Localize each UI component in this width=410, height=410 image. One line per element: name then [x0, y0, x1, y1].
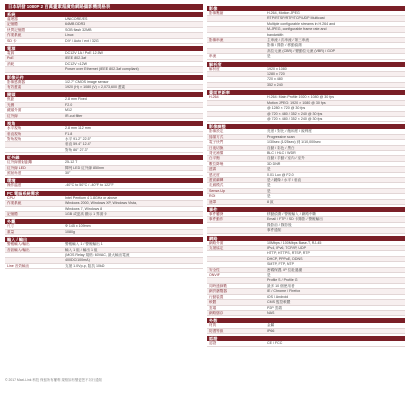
spec-value: 對角 86° 27.3°: [65, 147, 89, 152]
spec-key: [207, 101, 265, 105]
spec-value: 1280 x 720: [267, 72, 285, 77]
spec-value: 1080g: [65, 229, 75, 234]
spec-value: Profile S / Profile G: [267, 278, 298, 283]
spec-value: @ 1280 × 720 @ 30 fps: [267, 106, 306, 111]
spec-value: DIY / Auto / ext / 32G: [65, 38, 99, 43]
spec-row: [5, 171, 203, 176]
spec-key: [207, 251, 265, 255]
spec-value: 是: [267, 54, 271, 59]
spec-value: UNICORE/ES: [65, 17, 88, 21]
spec-key: 數位降噪: [209, 161, 224, 166]
spec-key: 網路儲存: [209, 310, 224, 315]
spec-value: (MOS Relay 規格: 60VAC, 最大輸出電流: [65, 253, 130, 257]
spec-value: 0.01 Lux @ F2.0: [267, 172, 294, 177]
spec-key: [5, 258, 63, 262]
spec-key: Sense-Up: [209, 188, 225, 193]
spec-key: 電源: [7, 51, 15, 56]
spec-value: Linux: [65, 33, 74, 38]
spec-key: 鏡頭介面: [7, 108, 22, 113]
spec-key: 作業系統: [7, 201, 22, 206]
spec-value: BLC / HLC / WDR: [267, 150, 296, 155]
spec-value: Power over Ethernet (IEEE 802.3af compliant): [65, 67, 139, 72]
spec-key: 有效畫素: [7, 85, 22, 90]
spec-value: F1.8: [65, 131, 73, 136]
section-header: 外觀: [5, 219, 203, 224]
spec-key: 同時連線數: [209, 283, 227, 288]
spec-value: 25-12 T: [65, 160, 78, 165]
section-header: 環境: [5, 178, 203, 183]
spec-key: 消耗: [7, 61, 15, 66]
spec-value: 是: [267, 167, 271, 172]
spec-key: 紅外線: [7, 113, 18, 118]
spec-key: 紅外線照射距離: [7, 160, 33, 165]
spec-value: 400DC/100mA): [65, 258, 90, 263]
spec-row: [207, 83, 405, 88]
spec-value: 1/30sec (1/25sec) 到 1/10,000sec: [267, 140, 321, 145]
spec-value: 1920 (H) × 1080 (V) = 2,073,600 畫素: [65, 85, 126, 90]
spec-key: [5, 67, 63, 71]
spec-key: 遮罩: [209, 199, 217, 204]
spec-key: 事件觸發: [209, 212, 224, 216]
spec-value: 垂直 59.4° 12.4°: [65, 142, 92, 147]
spec-key: 支援協定: [209, 246, 224, 251]
spec-value: 是: [267, 273, 271, 278]
spec-value: @ 720 × 480 / 352 × 240 @ 30 fps: [267, 116, 323, 121]
spec-value: iOS / Android: [267, 294, 289, 299]
spec-value: NAS: [267, 310, 275, 315]
spec-value: SMTP, FTP, NTP: [267, 262, 295, 267]
spec-key: [207, 223, 265, 227]
spec-key: 材質: [209, 323, 217, 328]
spec-row: [207, 117, 405, 122]
spec-value: 是: [267, 194, 271, 199]
spec-value: 最多 10 個使用者: [267, 283, 295, 288]
spec-key: 焦距: [7, 97, 15, 102]
spec-value: IPv4, IPv6, TCP/IP, UDP: [267, 246, 307, 251]
spec-row: [207, 54, 405, 59]
spec-value: 移動偵測 / 警報輸入 / 網路中斷: [267, 212, 317, 216]
spec-value: Intel Pentium 4 1.8GHz or above: [65, 195, 118, 200]
spec-row: [5, 67, 203, 72]
spec-key: [207, 33, 265, 37]
section-header: 網路: [207, 236, 405, 241]
spec-value: 10Mbps / 100Mbps Base-T, RJ-45: [267, 240, 322, 245]
spec-key: 影像設定: [209, 129, 224, 134]
spec-value: 陣列 LED 紅外線 850nm: [65, 165, 104, 170]
section-header: 視角: [5, 121, 203, 126]
spec-key: 透霧: [209, 167, 217, 172]
spec-value: HTTP, HTTPS, RTSP, RTP: [267, 251, 310, 256]
spec-key: ROI: [209, 194, 216, 199]
spec-value: 輸入 1 組 / 輸出 1 組: [65, 247, 98, 252]
spec-key: [207, 16, 265, 20]
spec-value: 3D DNR: [267, 161, 281, 166]
spec-value: SOB flash 32MB: [65, 27, 92, 32]
left-spec-sections: [5, 12, 203, 269]
spec-key: 影像串流: [209, 38, 224, 43]
spec-row: [207, 311, 405, 316]
spec-key: 網路介面: [209, 240, 224, 245]
spec-value: F2.0: [65, 102, 73, 107]
spec-value: CE / FCC: [267, 341, 283, 346]
spec-value: Email / FTP / SD 卡錄影 / 警報輸出: [267, 217, 323, 222]
spec-value: IR-cut filter: [65, 113, 83, 118]
spec-key: 雲端: [209, 305, 217, 310]
spec-key: Line 音效輸出: [7, 263, 30, 268]
spec-value: P2P 雲端: [267, 305, 282, 310]
spec-row: [5, 230, 203, 235]
spec-key: [207, 117, 265, 121]
section-header: 輸入 / 輸出: [5, 237, 203, 242]
spec-key: 操作溫度: [7, 183, 22, 188]
section-header: 電源: [5, 46, 203, 51]
spec-key: [5, 207, 63, 211]
spec-value: IE / Chrome / Firefox: [267, 289, 301, 294]
spec-key: [207, 112, 265, 116]
spec-key: [207, 43, 265, 47]
spec-row: [207, 228, 405, 233]
spec-key: [207, 228, 265, 232]
spec-key: 記憶體: [7, 22, 18, 27]
spec-value: 錄影前 / 錄影後: [267, 222, 292, 227]
right-spec-sections: [207, 6, 405, 347]
spec-key: 處理器: [7, 17, 18, 21]
spec-key: 記憶體: [7, 211, 18, 216]
spec-value: 高位元流 (CBR) / 變動位元流 (VBR) / GOP: [267, 48, 336, 53]
spec-key: [207, 262, 265, 266]
spec-value: Windows 2000, Windows XP, Windows Vista,: [65, 201, 137, 206]
spec-value: CMS 監控軟體: [267, 300, 291, 305]
spec-key: 紅外線 LED: [7, 165, 26, 170]
spec-value: 支援 1.0Vp-p, 阻抗 10kΩ: [65, 263, 105, 268]
spec-value: M-JPEG, configurable frame rate and: [267, 27, 327, 32]
spec-key: 音訊輸入/輸出: [7, 247, 30, 252]
spec-value: 1/2.7" CMOS image sensor: [65, 79, 109, 84]
spec-key: 解析度: [209, 66, 220, 71]
spec-value: 水平 91.2° 22.5°: [65, 136, 92, 141]
spec-key: [207, 83, 265, 87]
section-header: 紅外線: [5, 155, 203, 160]
spec-value: DC12V 1A / PoE 12.5W: [65, 51, 103, 56]
spec-key: 防護等級: [209, 328, 224, 333]
spec-key: 感光度: [209, 172, 220, 177]
section-header: 影像元件: [5, 75, 203, 80]
spec-key: 快閃記憶體: [7, 27, 25, 32]
spec-key: 照射角度: [7, 170, 22, 175]
section-header: 系統: [5, 12, 203, 17]
section-header: 事件: [207, 207, 405, 212]
page-title: 日本研發 1080P 2 百萬畫素超廣角網路攝影機規格表: [5, 4, 203, 10]
spec-value: 影像 / 錄影 / 移動偵測: [267, 43, 302, 48]
spec-key: 事件動作: [209, 217, 224, 222]
spec-value: 2.8 mm Fixed: [65, 97, 87, 102]
spec-value: Progressive scan: [267, 134, 295, 139]
spec-value: 亮度 / 對比 / 飽和度 / 銳利度: [267, 129, 312, 134]
spec-key: 軟體: [209, 300, 217, 305]
spec-key: 行動裝置: [209, 294, 224, 299]
spec-value: Motion JPEG: 1920 × 1080 @ 30 fps: [267, 100, 326, 105]
spec-key: [207, 106, 265, 110]
spec-key: 安全性: [209, 267, 220, 272]
spec-value: M12: [65, 108, 72, 113]
spec-value: bandwidth: [267, 32, 284, 37]
section-header: 外殼: [207, 318, 405, 323]
spec-key: 畫面翻轉: [209, 177, 224, 182]
spec-key: 對角視角: [7, 136, 22, 141]
section-header: 解析度: [207, 62, 405, 67]
spec-key: [207, 27, 265, 31]
spec-value: 352 x 240: [267, 82, 283, 87]
section-header: 鏡頭: [5, 92, 203, 97]
spec-value: 自動 / 手動 / 室內 / 室外: [267, 156, 305, 161]
spec-key: 電子快門: [209, 140, 224, 145]
spec-key: 影像壓縮: [209, 11, 224, 15]
spec-value: IP66: [267, 328, 275, 333]
spec-row: [207, 329, 405, 334]
spec-key: H.264: [209, 95, 219, 100]
spec-key: ONVIF: [209, 273, 220, 278]
section-header: 影像: [207, 6, 405, 11]
spec-value: 720 x 480: [267, 77, 283, 82]
spec-key: 走廊模式: [209, 183, 224, 188]
spec-value: RTP/RTSP/RTP/TCP/UDP Multicast: [267, 16, 325, 21]
spec-key: 影像感測器: [7, 79, 25, 84]
spec-key: 尺寸: [7, 224, 15, 229]
spec-value: 2.8 mm 112 mm: [65, 126, 91, 131]
spec-value: IEEE 802.3af: [65, 56, 87, 61]
spec-value: 是: [267, 183, 271, 188]
spec-row: [5, 264, 203, 269]
spec-key: CPU: [7, 195, 15, 200]
spec-key: SD 卡: [7, 38, 17, 43]
spec-key: [207, 278, 265, 282]
spec-key: 警報輸入/輸出: [7, 242, 30, 247]
spec-row: [207, 200, 405, 205]
spec-value: -40°C to 50°C / -40°F to 122°F: [65, 183, 114, 188]
spec-key: 日夜切換: [209, 145, 224, 150]
spec-value: H.264: Main Profile 1920 × 1080 @ 30 fps: [267, 95, 335, 100]
spec-row: [5, 85, 203, 90]
spec-value: 8 區: [267, 199, 274, 204]
spec-key: [207, 22, 265, 26]
spec-key: 認證: [209, 341, 217, 346]
spec-value: 64MB DDR3: [65, 22, 86, 27]
spec-value: 事件通知: [267, 228, 282, 233]
spec-key: 作業系統: [7, 33, 22, 38]
section-header: PC 電腦系統需求: [5, 191, 203, 196]
spec-row: [5, 148, 203, 153]
spec-value: 主串流 / 次串流 / 第三串流: [267, 38, 309, 43]
spec-key: [207, 72, 265, 76]
spec-key: 水平視角: [7, 126, 22, 131]
spec-value: 30°: [65, 170, 71, 175]
spec-value: 警報輸入 1 / 警報輸出 1: [65, 242, 103, 247]
spec-key: 串流: [209, 54, 217, 59]
spec-key: [5, 142, 63, 146]
spec-key: PoE: [7, 56, 14, 61]
spec-key: [207, 257, 265, 261]
spec-value: 是: [267, 188, 271, 193]
spec-key: 背光補償: [209, 150, 224, 155]
spec-value: Φ 145 x 109mm: [65, 224, 91, 229]
spec-value: @ 720 × 480 / 352 × 240 @ 30 fps: [267, 111, 323, 116]
spec-key: [207, 49, 265, 53]
spec-key: [207, 77, 265, 81]
spec-key: [5, 148, 63, 152]
spec-value: 金屬: [267, 323, 275, 328]
right-column: [207, 4, 405, 347]
left-column: [5, 4, 203, 269]
spec-value: 密碼保護, IP 位址過濾: [267, 267, 303, 272]
spec-key: 掃描方式: [209, 134, 224, 139]
spec-row: [5, 212, 203, 217]
section-header: 認證: [207, 336, 405, 341]
section-header: 影像調整: [207, 124, 405, 129]
spec-row: [5, 114, 203, 119]
section-header: 畫面更新率: [207, 90, 405, 95]
spec-key: 垂直視角: [7, 131, 22, 136]
spec-value: 1GB 或更高 顯示 1 界面卡: [65, 211, 107, 216]
spec-key: 白平衡: [209, 156, 220, 161]
spec-key: [5, 253, 63, 257]
spec-row: [5, 39, 203, 44]
copyright-footer: © 2017 Maxi-Link 科技 保留所有權利 規格如有變更恕不另行通知: [5, 378, 103, 382]
spec-value: DHCP, PPPoE, DDNS: [267, 256, 303, 261]
spec-value: H.264, Motion JPEG: [267, 11, 300, 15]
spec-row: [5, 183, 203, 188]
spec-key: 網頁瀏覽器: [209, 289, 227, 294]
spec-value: Windows 7, Windows 8: [65, 206, 103, 211]
spec-row: [207, 341, 405, 346]
spec-key: 光圈: [7, 102, 15, 107]
spec-value: 自動 / 彩色 / 黑白: [267, 145, 295, 150]
spec-value: DC12V <12W: [65, 61, 88, 66]
spec-value: Multiple configurable streams in H.264 and: [267, 21, 336, 26]
spec-value: 是 / 鏡像 / 水平 / 垂直: [267, 177, 302, 182]
spec-key: 重量: [7, 229, 15, 234]
spec-value: 1920 x 1080: [267, 66, 287, 71]
